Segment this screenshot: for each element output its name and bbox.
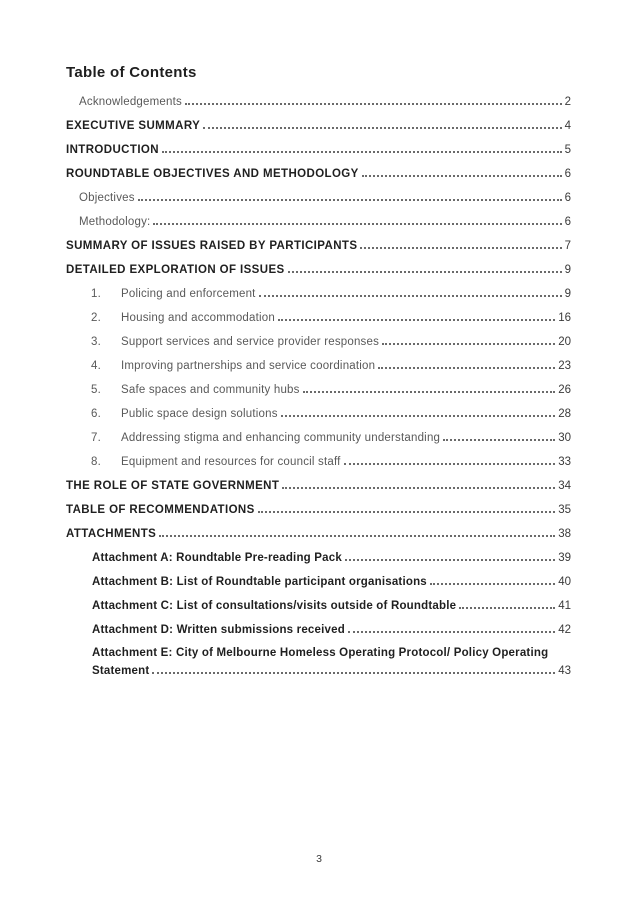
toc-entry-page-number: 6 — [564, 216, 571, 228]
toc-entry-page-number: 41 — [558, 600, 571, 612]
dot-leader — [152, 672, 555, 674]
toc-entry — [66, 210, 571, 234]
page-title: Table of Contents — [66, 64, 197, 81]
dot-leader — [348, 631, 555, 633]
toc-entry-number: 8. — [91, 456, 101, 468]
toc-entry-number: 3. — [91, 336, 101, 348]
toc-entry — [66, 378, 571, 402]
toc-entry — [66, 282, 571, 306]
toc-entry-page-number: 2 — [564, 96, 571, 108]
dot-leader — [282, 487, 555, 489]
toc-entry — [66, 474, 571, 498]
dot-leader — [185, 103, 562, 105]
toc-entry-last-line — [92, 662, 571, 680]
toc-entry-label: Attachment A: Roundtable Pre-reading Pack — [92, 552, 342, 564]
toc-entry — [66, 426, 571, 450]
toc-entry — [66, 330, 571, 354]
toc-entry-page-number: 5 — [564, 144, 571, 156]
toc-entry-page-number: 16 — [558, 312, 571, 324]
toc-entry-label: Methodology: — [79, 216, 151, 228]
toc-entry-page-number: 39 — [558, 552, 571, 564]
toc-entry-label: Equipment and resources for council staff — [121, 456, 341, 468]
dot-leader — [459, 607, 555, 609]
toc-entry — [66, 642, 571, 680]
toc-entry-label: EXECUTIVE SUMMARY — [66, 120, 201, 132]
toc-entry-label: TABLE OF RECOMMENDATIONS — [66, 504, 255, 516]
toc-entry-page-number: 23 — [558, 360, 571, 372]
toc-entry-label: Objectives — [79, 192, 135, 204]
dot-leader — [203, 127, 561, 129]
toc-entry-label: SUMMARY OF ISSUES RAISED BY PARTICIPANTS — [66, 240, 358, 252]
toc-entry-label: DETAILED EXPLORATION OF ISSUES — [66, 264, 285, 276]
toc-entry-page-number: 20 — [558, 336, 571, 348]
dot-leader — [362, 175, 562, 177]
toc-entry-page-number: 9 — [564, 288, 571, 300]
toc-entry-number: 5. — [91, 384, 101, 396]
toc-entry-page-number: 30 — [558, 432, 571, 444]
dot-leader — [430, 583, 555, 585]
toc-entry-page-number: 34 — [558, 480, 571, 492]
toc-entry — [66, 498, 571, 522]
toc-entry-label: INTRODUCTION — [66, 144, 159, 156]
toc-entry — [66, 402, 571, 426]
document-page — [66, 62, 571, 680]
toc-entry-label: Housing and accommodation — [121, 312, 275, 324]
toc-entry — [66, 234, 571, 258]
toc-entry-page-number: 42 — [558, 624, 571, 636]
toc-entry-label: ATTACHMENTS — [66, 528, 157, 540]
toc-entry — [66, 138, 571, 162]
toc-entry-number: 4. — [91, 360, 101, 372]
dot-leader — [162, 151, 562, 153]
toc-entry-label: Public space design solutions — [121, 408, 278, 420]
toc-entry-page-number: 4 — [564, 120, 571, 132]
toc-entry-label: Statement — [92, 665, 150, 677]
dot-leader — [288, 271, 562, 273]
toc-entry-number: 1. — [91, 288, 101, 300]
toc-entry-page-number: 9 — [564, 264, 571, 276]
toc-entry-page-number: 38 — [558, 528, 571, 540]
dot-leader — [303, 391, 556, 393]
toc-entry-label: Attachment B: List of Roundtable participant organisations — [92, 576, 427, 588]
toc-entry-page-number: 6 — [564, 192, 571, 204]
toc-entry — [66, 546, 571, 570]
toc-entry-page-number: 7 — [564, 240, 571, 252]
page-footer-number: 3 — [316, 853, 322, 865]
dot-leader — [153, 223, 561, 225]
toc-entry — [66, 594, 571, 618]
toc-entry-label: Attachment E: City of Melbourne Homeless Operating Protocol/ Policy Operating — [92, 647, 549, 659]
dot-leader — [278, 319, 555, 321]
dot-leader — [138, 199, 562, 201]
toc-entry-number: 2. — [91, 312, 101, 324]
dot-leader — [344, 463, 556, 465]
toc-entry-label: THE ROLE OF STATE GOVERNMENT — [66, 480, 280, 492]
toc-entry-page-number: 40 — [558, 576, 571, 588]
toc-entry-page-number: 26 — [558, 384, 571, 396]
toc-entry — [66, 258, 571, 282]
toc-entry-number: 7. — [91, 432, 101, 444]
toc-entry-page-number: 6 — [564, 168, 571, 180]
toc-entry-number: 6. — [91, 408, 101, 420]
toc-entry — [66, 522, 571, 546]
toc-entry-page-number: 43 — [558, 665, 571, 677]
toc-entry-label: Support services and service provider responses — [121, 336, 380, 348]
toc-entry-label: Addressing stigma and enhancing community understanding — [121, 432, 441, 444]
toc-entry-page-number: 35 — [558, 504, 571, 516]
dot-leader — [159, 535, 555, 537]
dot-leader — [259, 295, 562, 297]
toc-entry-label: Attachment D: Written submissions received — [92, 624, 345, 636]
toc-list — [66, 90, 571, 680]
toc-entry-label: Improving partnerships and service coordination — [121, 360, 376, 372]
dot-leader — [345, 559, 555, 561]
toc-entry-label: Attachment C: List of consultations/visits outside of Roundtable — [92, 600, 457, 612]
toc-entry — [66, 306, 571, 330]
dot-leader — [378, 367, 555, 369]
toc-entry-label: ROUNDTABLE OBJECTIVES AND METHODOLOGY — [66, 168, 359, 180]
toc-entry-page-number: 33 — [558, 456, 571, 468]
dot-leader — [360, 247, 561, 249]
dot-leader — [258, 511, 556, 513]
toc-entry — [66, 618, 571, 642]
dot-leader — [281, 415, 556, 417]
toc-entry — [66, 186, 571, 210]
toc-entry — [66, 162, 571, 186]
toc-entry-page-number: 28 — [558, 408, 571, 420]
toc-entry — [66, 354, 571, 378]
toc-entry — [66, 114, 571, 138]
dot-leader — [382, 343, 555, 345]
toc-entry-label: Safe spaces and community hubs — [121, 384, 300, 396]
toc-entry-label: Policing and enforcement — [121, 288, 256, 300]
toc-entry — [66, 450, 571, 474]
toc-entry — [66, 570, 571, 594]
toc-entry-label: Acknowledgements — [79, 96, 182, 108]
toc-entry — [66, 90, 571, 114]
dot-leader — [443, 439, 555, 441]
